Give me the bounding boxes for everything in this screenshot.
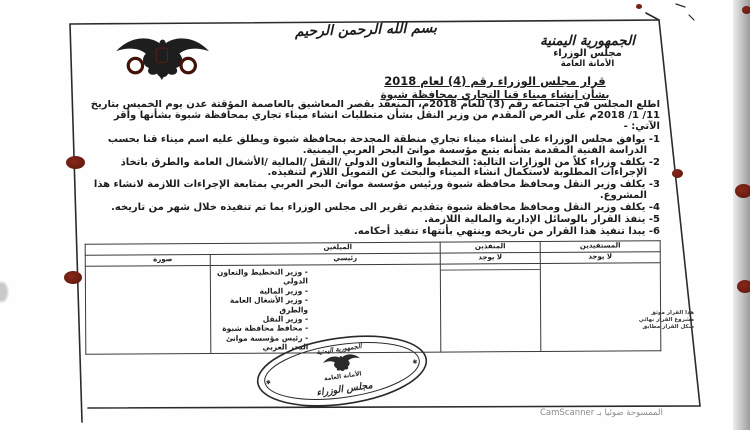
stamp-country-text: الجمهورية اليمنية	[315, 342, 363, 357]
beneficiaries-body	[540, 263, 661, 351]
red-seal-blob	[66, 156, 85, 169]
decision-body	[85, 100, 660, 242]
decision-clause: 1- يوافق مجلس الوزراء على انشاء ميناء تجاري منطقة المجدحة بمحافظة شبوة ويطلق عليه اسم ميناء قنا بحسب الدراسة الفنية المقدمة بشأنه يتبع مؤسسة موانئ البحر العربي اليمنية.	[107, 133, 660, 156]
recipient-item: - وزير الأشغال العامة والطرق	[211, 296, 308, 315]
letterhead-secretariat: الأمانة العامة	[560, 58, 615, 69]
recipient-item: - وزير التخطيط والتعاون الدولي	[211, 267, 308, 286]
beneficiaries-value: لا يوجد	[540, 252, 660, 264]
recipient-item: - محافظ محافظة شبوة	[211, 324, 308, 334]
basmala-calligraphy: بسم الله الرحمن الرحيم	[294, 20, 438, 40]
recipient-item: - رئيس مؤسسة موانئ البحر العربي	[211, 333, 308, 352]
decision-clause: 2- يكلف وزراء كلاً من الوزارات التالية: التخطيط والتعاون الدولي /النقل /المالية /الأشغال العامة والطرق باتخاذ الإجراءات المطلوبة لاستكمال انشاء الميناء والبحث عن التمويل اللازم لتنفيذه.	[120, 156, 660, 179]
decision-title	[330, 75, 660, 101]
executors-value: لا يوجد	[440, 252, 540, 264]
letterhead-council: مجلس الوزراء	[553, 48, 622, 60]
decision-clause: 6- يبدا تنفيذ هذا القرار من تاريخه وينتهي بأنتهاء تنفيذ أحكامه.	[353, 225, 660, 237]
decision-title-line1: قرار مجلس الوزراء رقم (4) لعام 2018	[384, 74, 606, 88]
decision-clause: 3- يكلف وزير النقل ومحافظ محافظة شبوة ورئيس مؤسسة موانئ البحر العربي بمتابعة الإجراءات اللازمة لانشاء هذا المشروع.	[93, 179, 660, 202]
stamp-secretariat-text: الأمانة العامة	[323, 370, 362, 383]
stamp-star-right: ✱	[412, 358, 418, 367]
subcol-primary: رئيسي	[210, 253, 440, 265]
red-seal-blob	[735, 184, 750, 198]
copy-body	[85, 265, 211, 353]
stamp-council-text: مجلس الوزراء	[315, 379, 374, 399]
subcol-copy: صورة	[85, 254, 210, 266]
letterhead-country: الجمهورية اليمنية	[540, 33, 635, 49]
attestation-note-line: مشروع القرار نهائي	[638, 317, 694, 323]
decision-clause: 5- ينفذ القرار بالوسائل الإدارية والمالية اللازمة.	[424, 214, 660, 226]
recipient-item: - وزير المالية	[211, 286, 308, 296]
col-header-notified: المبلغين	[85, 242, 440, 255]
attestation-note-line: شكل القرار مطابق	[642, 324, 694, 330]
yemen-eagle-emblem	[106, 32, 216, 80]
decision-intro: اطلع المجلس في اجتماعه رقم (3) للعام 2018م، المنعقد بقصر المعاشيق بالعاصمة المؤقتة عدن يوم الخميس بتاريخ 11/ 1/ 2018م على العرض المقدم من وزير النقل بشأن متطلبات انشاء ميناء تجاري بمحافظة شبوة بشأنها وأقر الآتي: -	[90, 100, 660, 132]
executors-body	[440, 263, 541, 351]
decision-title-line2: بشأن إنشاء ميناء قنا التجاري بمحافظة شبوة	[380, 88, 610, 101]
decision-clause: 4- يكلف وزير النقل ومحافظ محافظة شبوة بتقديم تقرير الى مجلس الوزراء بما تم تنفيذه خلال شهر من تاريخه.	[111, 202, 660, 214]
decision-clauses	[85, 135, 660, 238]
red-seal-blob	[672, 169, 683, 178]
red-seal-blob	[64, 271, 82, 284]
red-seal-blob	[742, 6, 750, 14]
red-seal-blob	[737, 280, 750, 293]
recipient-item: - وزير النقل	[211, 314, 308, 324]
col-header-beneficiaries: المستفيدين	[540, 241, 660, 253]
col-header-executors: المنفذين	[440, 241, 540, 253]
red-seal-blob	[636, 4, 642, 9]
scan-edge-shadow	[733, 0, 750, 430]
attestation-note-line: هذا القرار موثق	[651, 310, 694, 316]
attestation-notes	[594, 310, 694, 331]
camscanner-watermark: الممسوحة ضوئيا بـ CamScanner	[540, 408, 663, 418]
table-divider-line	[441, 269, 540, 271]
scan-smudge	[0, 282, 8, 302]
letterhead	[505, 34, 670, 69]
stamp-star-left: ✱	[265, 379, 272, 387]
